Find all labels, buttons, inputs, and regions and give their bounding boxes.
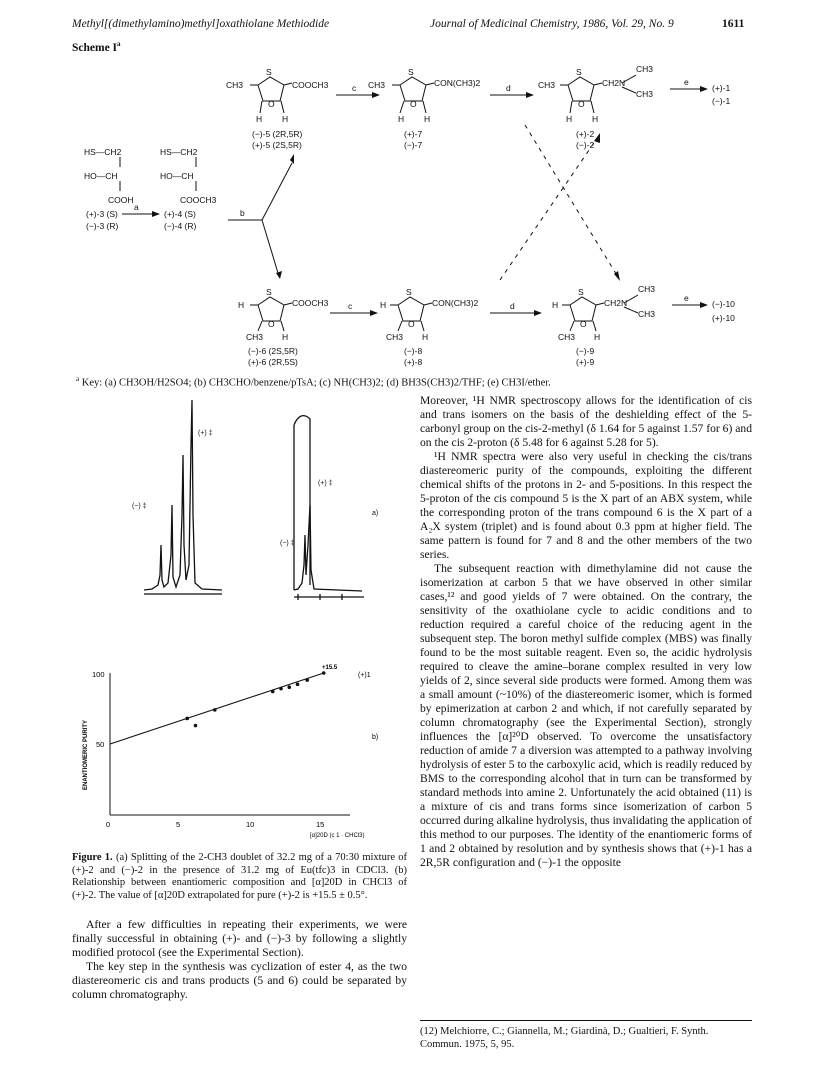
data-point bbox=[213, 708, 217, 712]
cpd7-o: O bbox=[410, 99, 417, 109]
right-paragraph-3: The subsequent reaction with dimethylamine did not cause the isomerization at carbon 5 that we have observed in other similar cases,¹² and good yields of 7 were obtained. On the contrary, the sensitivity of the oxathiolane cycle to acidic conditions and to reduction required a careful choice of the reducing agent in the subsequent step. The boron methyl sulfide complex (MBS) was finally found to be the most suitable reagent. Even so, the acidic hydrolysis required to cleave the amine–borane complex resulted in very low yields of 2, since several side products were formed. Among them was a small amount (~10%) of the diastereomeric isomer, which is formed by epimerization at carbon 2 and which, if not carefully separated by column chromatography (see the Experimental Section), strongly influences the [α]²⁰D observed. To overcome the unsatisfactory reduction of amide 7 a diversion was attempted to a pathway involving hydrolysis of ester 5 to the carboxylic acid, which is readily reduced by BMS to the corresponding alcohol that in turn can be transformed by standard methods into amine 2. Unfortunately the acid obtained (11) is a mixture of cis and trans forms since isomerization of carbon 5 occurred during alkaline hydrolysis, thus invalidating the application of this method to our purposes. The identity of the enantiomeric forms of 1 and 2 obtained by resolution and by synthesis shows that (+)-1 has a 2R,5R configuration and (−)-1 the opposite bbox=[420, 562, 752, 869]
cpd8-o: O bbox=[408, 319, 415, 329]
ring-9 bbox=[570, 297, 596, 321]
ring-8 bbox=[398, 297, 424, 321]
x-tick-10: 10 bbox=[246, 820, 255, 829]
footnote: (12) Melchiorre, C.; Giannella, M.; Giardinà, D.; Gualtieri, F. Synth. Commun. 1975, 5, 95. bbox=[420, 1026, 709, 1050]
cpd2-me-top: CH3 bbox=[636, 64, 654, 74]
cpd2-o: O bbox=[578, 99, 585, 109]
peak-label-plus: (+) ‡ bbox=[198, 430, 213, 437]
inset-label-plus: (+) ‡ bbox=[318, 480, 333, 487]
cpd9-h2: H bbox=[594, 332, 601, 342]
right-paragraph-1: Moreover, ¹H NMR spectroscopy allows for the identification of cis and trans isomers on the basis of the deshielding effect of the 5-carbonyl group on the cis-2-methyl (δ 1.64 for 5 against 1.57 for 6) and on the cis 2-proton (δ 5.48 for 6 against 5.28 for 5). bbox=[420, 394, 752, 449]
cpd9-group: CH2N bbox=[604, 298, 628, 308]
cpd8-ch3: CH3 bbox=[386, 332, 404, 342]
cpd8-s: S bbox=[406, 287, 412, 297]
cpd7-h1: H bbox=[398, 114, 405, 124]
nmr-spectrum-inset bbox=[294, 416, 364, 600]
cpd7-s: S bbox=[408, 67, 414, 77]
cpd6-s: S bbox=[266, 287, 272, 297]
cpd3-r2: HO—CH bbox=[84, 171, 118, 181]
cpd9-h: H bbox=[552, 300, 559, 310]
y-tick-100: 100 bbox=[92, 670, 105, 679]
cpd4-r3: COOCH3 bbox=[180, 195, 217, 205]
scheme-key: $^a$ Key: (a) CH3OH/H2SO4; (b) CH3CHO/benzene/pTsA; (c) NH(CH3)2; (d) BH3S(CH3)2/THF; (e) CH3I/ether. bbox=[76, 375, 551, 389]
cross-up bbox=[500, 137, 598, 280]
peak-label-minus: (−) ‡ bbox=[132, 503, 147, 510]
cpd2-group: CH2N bbox=[602, 78, 626, 88]
cpd5-ch3: CH3 bbox=[226, 80, 244, 90]
product-1-minus: (−)-1 bbox=[712, 96, 731, 106]
cpd8-label-2: (+)-8 bbox=[404, 357, 423, 367]
cpd5-s: S bbox=[266, 67, 272, 77]
cpd3-label-2: (−)-3 (R) bbox=[86, 221, 119, 231]
cpd2-h2: H bbox=[592, 114, 599, 124]
x-axis-label: [α]20D (c 1 · CHCl3) bbox=[310, 833, 365, 839]
purity-chart bbox=[83, 665, 378, 839]
reaction-scheme bbox=[0, 55, 820, 375]
ring-6 bbox=[258, 297, 284, 321]
cpd4-label-2: (−)-4 (R) bbox=[164, 221, 197, 231]
x-tick-15: 15 bbox=[316, 820, 325, 829]
journal-citation: Journal of Medicinal Chemistry, 1986, Vol. 29, No. 9 bbox=[430, 18, 674, 30]
left-column bbox=[72, 918, 407, 1002]
right-paragraph-2: ¹H NMR spectra were also very useful in checking the cis/trans diastereomeric purity of the compounds, exploiting the different chemical shifts of the protons in 2- and 5-positions. In this respect the 5-proton of the cis compound 5 is the X part of an ABX system, while the corresponding proton of the trans compound 6 is the X part of a A₂X system (triplet) and is found about 0.3 ppm at higher field. The same pattern is found for 7 and 8 and the other members of the two series. bbox=[420, 450, 752, 561]
cpd3-label-1: (+)-3 (S) bbox=[86, 209, 118, 219]
cpd6-ch3: CH3 bbox=[246, 332, 264, 342]
data-point bbox=[185, 717, 189, 721]
y-tick-50: 50 bbox=[96, 740, 105, 749]
cpd2-s: S bbox=[576, 67, 582, 77]
left-paragraph-2: The key step in the synthesis was cyclization of ester 4, as the two diastereomeric cis and trans products (5 and 6) could be separated by column chromatography. bbox=[72, 960, 407, 1001]
data-point bbox=[194, 724, 198, 728]
series-label: (+)1 bbox=[358, 672, 371, 679]
product-10-minus: (−)-10 bbox=[712, 299, 735, 309]
arrow-label-d-top: d bbox=[506, 83, 511, 93]
panel-a-label: a) bbox=[372, 510, 379, 517]
arrow-b-up bbox=[262, 163, 292, 220]
cpd3-r1: HS—CH2 bbox=[84, 147, 122, 157]
cpd8-group: CON(CH3)2 bbox=[432, 298, 479, 308]
cpd9-s: S bbox=[578, 287, 584, 297]
cpd2-label-1: (+)-2 bbox=[576, 129, 595, 139]
data-point bbox=[287, 685, 291, 689]
cpd4-r2: HO—CH bbox=[160, 171, 194, 181]
cpd9-ch3: CH3 bbox=[558, 332, 576, 342]
cpd4-label-1: (+)-4 (S) bbox=[164, 209, 196, 219]
cpd7-h2: H bbox=[424, 114, 431, 124]
cpd8-h: H bbox=[380, 300, 387, 310]
arrow-label-b: b bbox=[240, 208, 245, 218]
cpd7-ch3: CH3 bbox=[368, 80, 386, 90]
data-point bbox=[322, 671, 326, 675]
end-value-label: +15.5 bbox=[322, 665, 338, 671]
data-point bbox=[271, 690, 275, 694]
cpd5-label-2: (+)-5 (2S,5R) bbox=[252, 140, 302, 150]
product-1-plus: (+)-1 bbox=[712, 83, 731, 93]
cpd5-h1: H bbox=[256, 114, 263, 124]
arrow-label-d-bot: d bbox=[510, 301, 515, 311]
data-point bbox=[296, 683, 300, 687]
cpd7-label-2: (−)-7 bbox=[404, 140, 423, 150]
figure-1 bbox=[72, 395, 412, 850]
product-10-plus: (+)-10 bbox=[712, 313, 735, 323]
cpd6-label-2: (+)-6 (2R,5S) bbox=[248, 357, 298, 367]
figure-caption: Figure 1. (a) Splitting of the 2-CH3 doublet of 32.2 mg of a 70:30 mixture of (+)-2 and (−)-2 in the presence of 31.2 mg of Eu(tfc)3 in CDCl3. (b) Relationship between enantiomeric composition and [α]20D in CHCl3 of (+)-2. The value of [α]20D extrapolated for pure (+)-2 is +15.5 ± 0.5°. bbox=[72, 852, 408, 901]
fit-line bbox=[110, 673, 324, 744]
cpd6-o: O bbox=[268, 319, 275, 329]
cpd2-h1: H bbox=[566, 114, 573, 124]
scheme-title: Scheme $I^a$ bbox=[72, 40, 121, 54]
left-paragraph-1: After a few difficulties in repeating their experiments, we were finally successful in obtaining (+)- and (−)-3 by following a slightly modified protocol (see the Experimental Section). bbox=[72, 918, 407, 959]
panel-b-label: b) bbox=[372, 734, 379, 741]
cpd2-me-bot: CH3 bbox=[636, 89, 654, 99]
inset-label-minus: (−) ‡ bbox=[280, 540, 295, 547]
data-point bbox=[305, 678, 309, 682]
arrow-label-c-top: c bbox=[352, 83, 357, 93]
ring-5 bbox=[258, 77, 284, 101]
cpd6-h2: H bbox=[282, 332, 289, 342]
cpd9-me-top: CH3 bbox=[638, 284, 656, 294]
cpd9-me-bot: CH3 bbox=[638, 309, 656, 319]
cpd7-label-1: (+)-7 bbox=[404, 129, 423, 139]
ring-2 bbox=[568, 77, 594, 101]
x-tick-5: 5 bbox=[176, 820, 181, 829]
y-axis-label: ENANTIOMERIC PURITY bbox=[83, 719, 89, 790]
cpd3-r3: COOH bbox=[108, 195, 134, 205]
arrow-b-down bbox=[262, 220, 278, 273]
data-point bbox=[279, 687, 283, 691]
ring-7 bbox=[400, 77, 426, 101]
x-tick-0: 0 bbox=[106, 820, 111, 829]
arrow-label-c-bot: c bbox=[348, 301, 353, 311]
cpd6-h: H bbox=[238, 300, 245, 310]
cpd5-h2: H bbox=[282, 114, 289, 124]
right-column bbox=[420, 394, 752, 870]
cpd9-label-1: (−)-9 bbox=[576, 346, 595, 356]
cpd8-label-1: (−)-8 bbox=[404, 346, 423, 356]
cpd6-label-1: (−)-6 (2S,5R) bbox=[248, 346, 298, 356]
footnote-rule bbox=[420, 1020, 752, 1021]
cpd2-ch3: CH3 bbox=[538, 80, 556, 90]
cpd8-h2: H bbox=[422, 332, 429, 342]
cpd9-o: O bbox=[580, 319, 587, 329]
cross-down bbox=[525, 125, 618, 277]
arrow-label-e-bot: e bbox=[684, 293, 689, 303]
cpd5-label-1: (−)-5 (2R,5R) bbox=[252, 129, 303, 139]
arrow-label-a: a bbox=[134, 202, 139, 212]
arrow-label-e-top: e bbox=[684, 77, 689, 87]
running-head: Methyl[(dimethylamino)methyl]oxathiolane Methiodide bbox=[72, 18, 330, 30]
cpd5-o: O bbox=[268, 99, 275, 109]
cpd7-group: CON(CH3)2 bbox=[434, 78, 481, 88]
cpd4-r1: HS—CH2 bbox=[160, 147, 198, 157]
cpd6-group: COOCH3 bbox=[292, 298, 329, 308]
cpd5-group: COOCH3 bbox=[292, 80, 329, 90]
page-number: 1611 bbox=[722, 18, 745, 30]
cpd9-label-2: (+)-9 bbox=[576, 357, 595, 367]
cpd2-label-2: (−)-2 bbox=[576, 140, 595, 150]
